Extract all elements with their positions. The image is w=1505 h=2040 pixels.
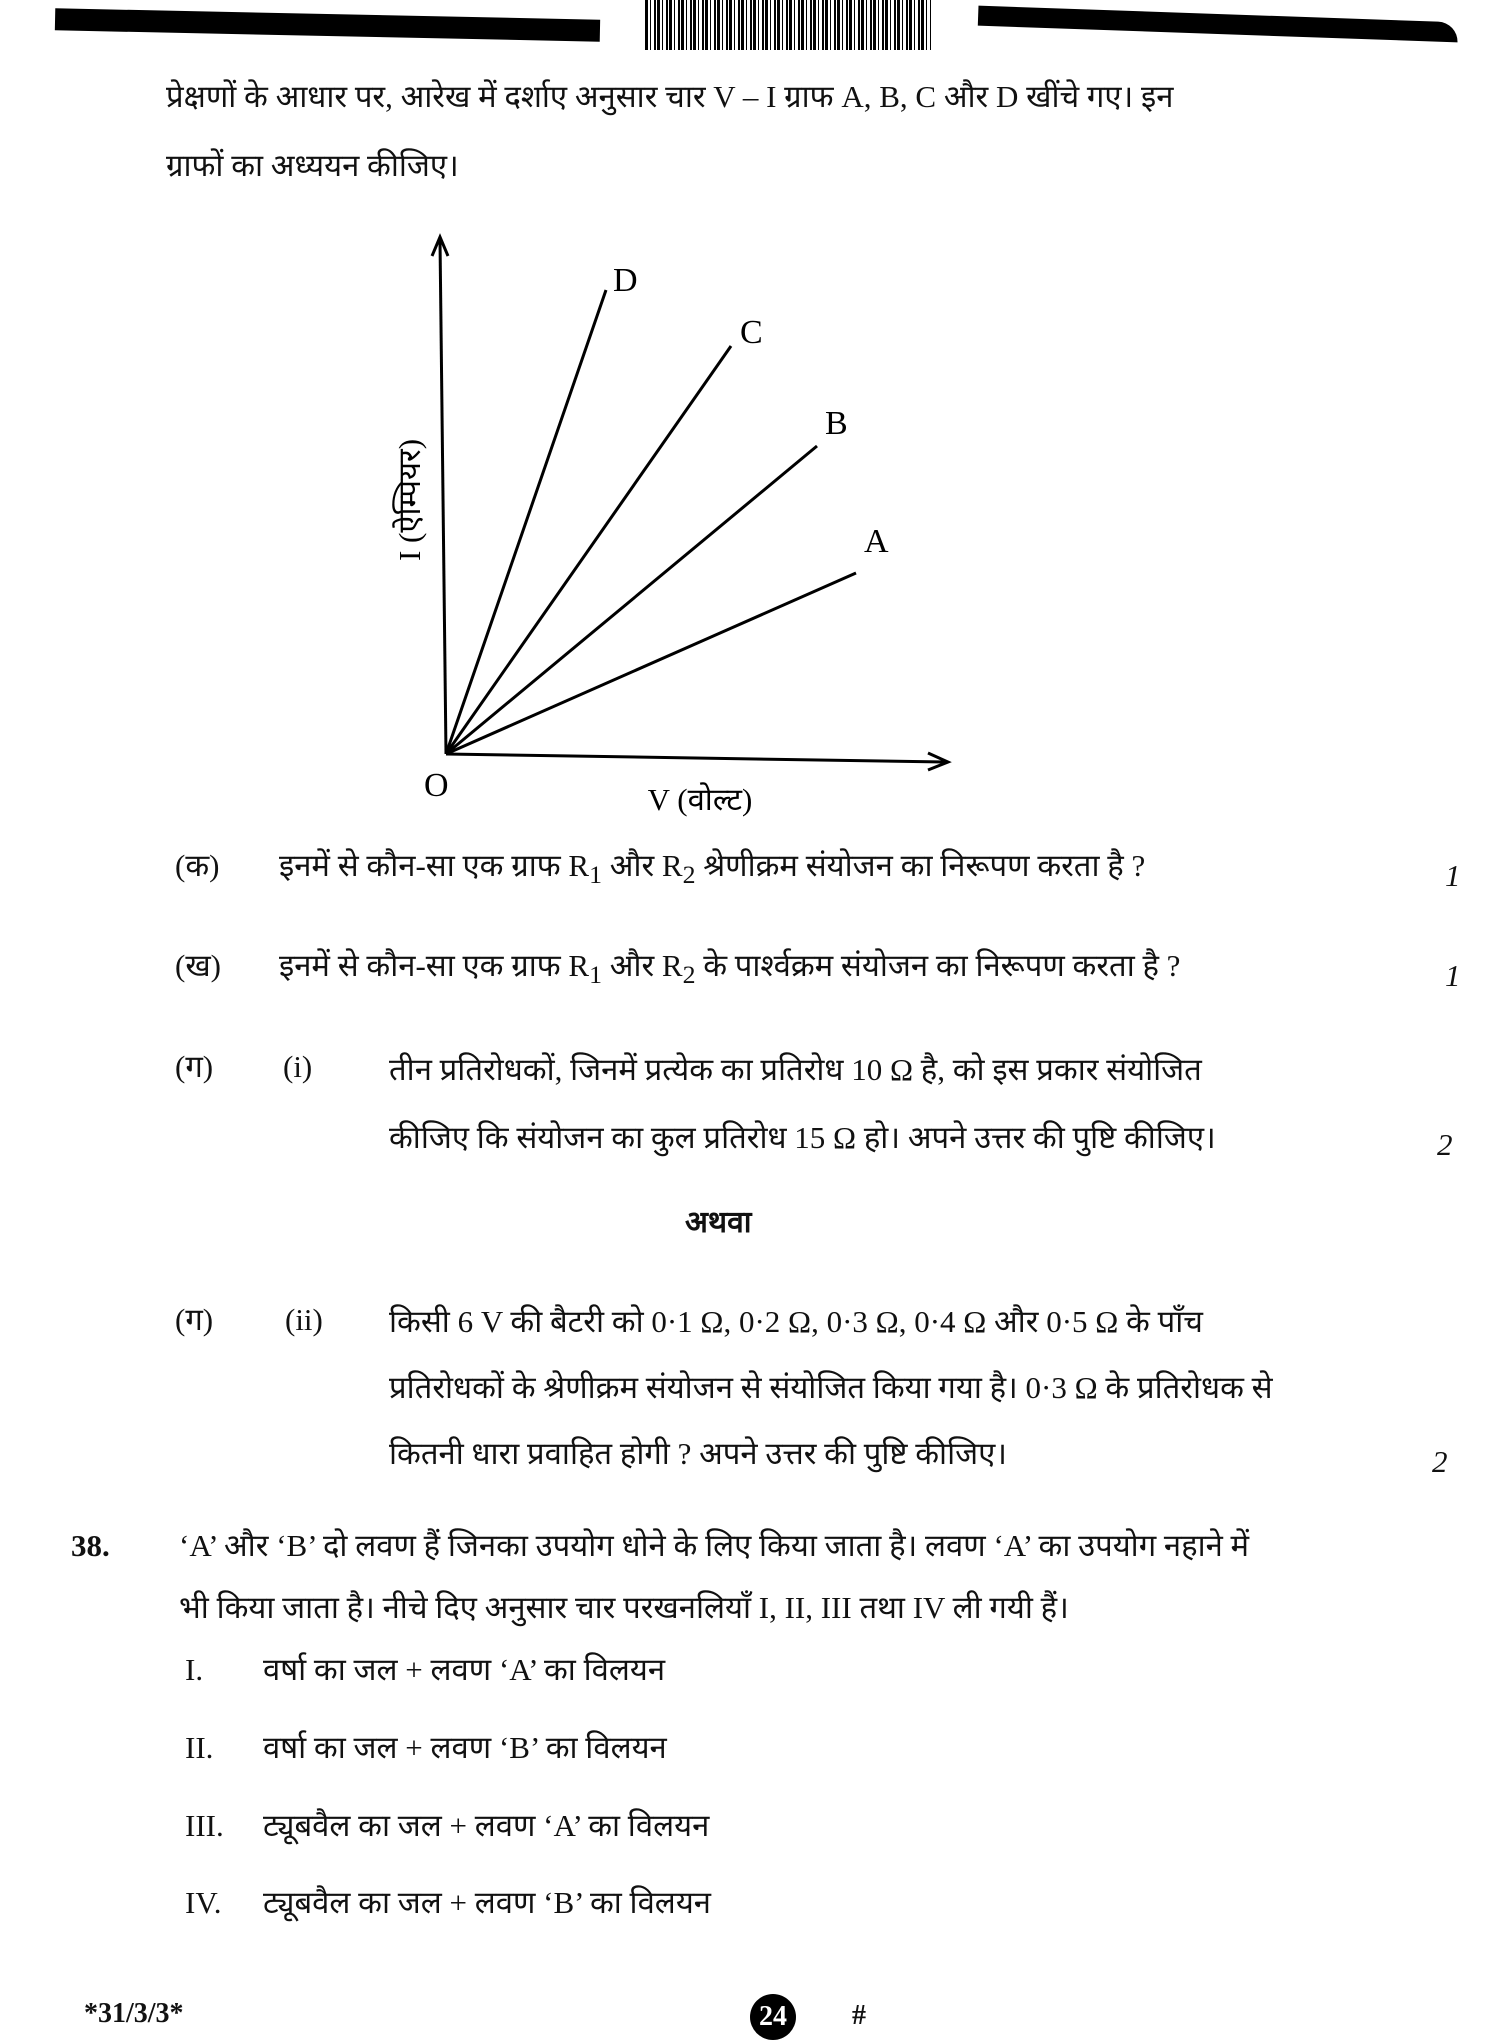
text: इनमें से कौन-सा एक ग्राफ R (279, 948, 590, 983)
subscript: 1 (589, 860, 602, 890)
q38-line-2: भी किया जाता है। नीचे दिए अनुसार चार परखनलियाँ I, II, III तथा IV ली गयी हैं। (179, 1590, 1069, 1625)
q38-item-text: वर्षा का जल + लवण ‘A’ का विलयन (263, 1652, 666, 1687)
subscript: 2 (682, 860, 696, 890)
q37-ga-ii-line-3: कितनी धारा प्रवाहित होगी ? अपने उत्तर की पुष्टि कीजिए। (389, 1436, 1008, 1471)
intro-line-1: प्रेक्षणों के आधार पर, आरेख में दर्शाए अनुसार चार V – I ग्राफ A, B, C और D खींचे गए। इन (166, 79, 1174, 114)
header-bar-left (55, 8, 600, 41)
q37-ga-ii-marks: 2 (1432, 1444, 1448, 1479)
intro-line-2: ग्राफों का अध्ययन कीजिए। (166, 148, 459, 183)
q37-ga-i-line-1: तीन प्रतिरोधकों, जिनमें प्रत्येक का प्रतिरोध 10 Ω है, को इस प्रकार संयोजित (389, 1052, 1202, 1087)
or-separator: अथवा (685, 1206, 752, 1239)
graph-line-a (446, 573, 856, 754)
q37-kha-marks: 1 (1445, 958, 1461, 993)
q38-line-1: ‘A’ और ‘B’ दो लवण हैं जिनका उपयोग धोने के लिए किया जाता है। लवण ‘A’ का उपयोग नहाने में (179, 1528, 1250, 1563)
page-number: 24 (750, 1994, 796, 2040)
paper-code: *31/3/3* (84, 1998, 184, 2029)
q37-ka-marks: 1 (1445, 858, 1461, 893)
subscript: 2 (682, 960, 696, 990)
text: और R (601, 948, 683, 983)
origin-label: O (424, 767, 449, 804)
text: इनमें से कौन-सा एक ग्राफ R (279, 848, 590, 883)
x-axis-label: V (वोल्ट) (647, 782, 753, 817)
label-b: B (825, 405, 848, 442)
x-axis-arrow (928, 753, 948, 770)
subscript: 1 (589, 960, 602, 990)
q37-ga-ii-line-2: प्रतिरोधकों के श्रेणीक्रम संयोजन से संयोजित किया गया है। 0·3 Ω के प्रतिरोधक से (389, 1370, 1273, 1405)
q37-kha-text (279, 946, 1180, 995)
page-hash: # (852, 2000, 866, 2031)
q38-item-num: III. (185, 1808, 224, 1843)
q38-item-num: I. (185, 1652, 204, 1687)
text: के पार्श्वक्रम संयोजन का निरूपण करता है ? (695, 948, 1181, 983)
q37-ga-ii-sublabel: (ii) (285, 1302, 323, 1337)
q37-ga-ii-label: (ग) (175, 1302, 214, 1337)
label-c: C (740, 314, 763, 351)
q38-item-num: II. (185, 1730, 214, 1765)
graph-line-b (446, 446, 817, 754)
text: श्रेणीक्रम संयोजन का निरूपण करता है ? (695, 848, 1146, 883)
x-axis (446, 754, 945, 762)
q38-item-text: ट्यूबवैल का जल + लवण ‘B’ का विलयन (263, 1885, 712, 1920)
y-axis-label: I (ऐम्पियर) (392, 438, 427, 562)
y-axis-arrow (432, 237, 448, 256)
text: और R (601, 848, 683, 883)
label-a: A (864, 523, 889, 560)
q37-kha-label: (ख) (175, 948, 222, 983)
graph-line-c (446, 346, 731, 754)
header-bar-right (978, 6, 1458, 43)
y-axis (440, 240, 446, 754)
q37-ga-i-line-2: कीजिए कि संयोजन का कुल प्रतिरोध 15 Ω हो। अपने उत्तर की पुष्टि कीजिए। (389, 1120, 1216, 1155)
q37-ga-i-sublabel: (i) (283, 1049, 313, 1084)
q38-item-text: ट्यूबवैल का जल + लवण ‘A’ का विलयन (263, 1808, 710, 1843)
q38-number: 38. (71, 1528, 110, 1563)
q38-item-num: IV. (185, 1885, 222, 1920)
q37-ga-i-marks: 2 (1437, 1127, 1453, 1162)
q37-ga-ii-line-1: किसी 6 V की बैटरी को 0·1 Ω, 0·2 Ω, 0·3 Ω, 0·4 Ω और 0·5 Ω के पाँच (389, 1304, 1203, 1339)
barcode (645, 0, 931, 50)
graph-line-d (446, 290, 606, 754)
q37-ka-text (279, 846, 1145, 895)
q37-ga-i-label: (ग) (175, 1049, 214, 1084)
label-d: D (613, 262, 638, 299)
q38-item-text: वर्षा का जल + लवण ‘B’ का विलयन (263, 1730, 667, 1765)
q37-ka-label: (क) (175, 848, 220, 883)
